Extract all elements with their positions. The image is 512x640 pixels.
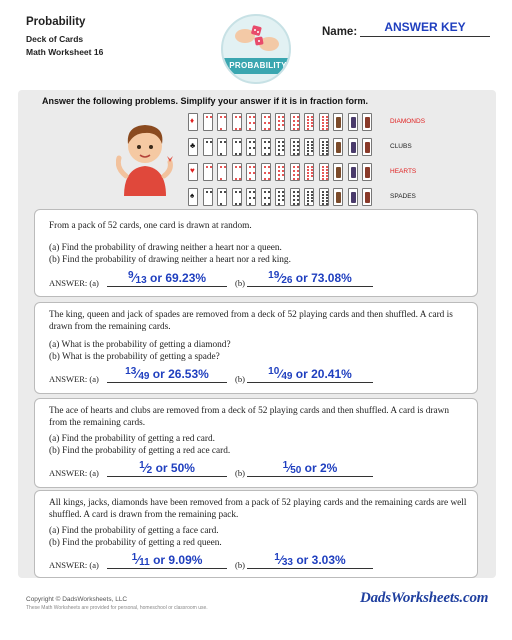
playing-card [275, 163, 285, 181]
playing-card [246, 113, 256, 131]
answer-a-field[interactable]: $^1⁄_{11}$ or 9.09% [107, 552, 227, 569]
playing-card [203, 163, 213, 181]
playing-card [246, 163, 256, 181]
playing-card [348, 113, 358, 131]
answer-b-label: (b) [235, 560, 245, 570]
playing-card [348, 138, 358, 156]
playing-card [333, 163, 343, 181]
playing-card [246, 138, 256, 156]
boy-illustration [116, 118, 174, 196]
playing-card [348, 188, 358, 206]
answer-label: ANSWER: (a) [49, 560, 99, 570]
playing-card [261, 113, 271, 131]
question-box-3 [34, 398, 478, 488]
playing-card [246, 188, 256, 206]
playing-card [290, 188, 300, 206]
playing-card [348, 163, 358, 181]
question-part-a: (a) What is the probability of getting a diamond? [49, 340, 231, 350]
question-part-b: (b) Find the probability of getting a red queen. [49, 538, 222, 548]
suit-label: HEARTS [390, 168, 417, 175]
playing-card [217, 138, 227, 156]
answer-b-field[interactable]: $^1⁄_{33}$ or 3.03% [247, 552, 373, 569]
question-part-a: (a) Find the probability of getting a face card. [49, 526, 219, 536]
question-box-4 [34, 490, 478, 578]
playing-card: ♦ [188, 113, 198, 131]
playing-card [232, 138, 242, 156]
playing-card [232, 113, 242, 131]
playing-card [319, 188, 329, 206]
answer-b-field[interactable]: $^{10}⁄_{49}$ or 20.41% [247, 366, 373, 383]
probability-badge [221, 14, 291, 84]
playing-card [304, 138, 314, 156]
answer-label: ANSWER: (a) [49, 468, 99, 478]
playing-card [232, 163, 242, 181]
answer-a-field[interactable]: $^{13}⁄_{49}$ or 26.53% [107, 366, 227, 383]
playing-card [232, 188, 242, 206]
copyright: Copyright © DadsWorksheets, LLC [26, 596, 128, 603]
answer-b-label: (b) [235, 468, 245, 478]
playing-card [362, 188, 372, 206]
question-text: All kings, jacks, diamonds have been removed from a pack of 52 playing cards and the remaining cards are well shuffled. A card is drawn from the remaining pack. [49, 498, 467, 520]
badge-ribbon: PROBABILITY [221, 58, 291, 74]
playing-card [319, 113, 329, 131]
suit-label: SPADES [390, 193, 416, 200]
playing-card [275, 113, 285, 131]
playing-card [290, 113, 300, 131]
playing-card [319, 138, 329, 156]
question-part-b: (b) Find the probability of drawing neither a heart nor a red king. [49, 255, 291, 265]
playing-card [217, 163, 227, 181]
answer-label: ANSWER: (a) [49, 374, 99, 384]
usage-note: These Math Worksheets are provided for personal, homeschool or classroom use. [26, 605, 208, 611]
question-box-2 [34, 302, 478, 394]
playing-card [275, 138, 285, 156]
worksheet-title: Probability [26, 16, 86, 28]
answer-b-label: (b) [235, 374, 245, 384]
playing-card: ♣ [188, 138, 198, 156]
question-part-a: (a) Find the probability of drawing neither a heart nor a queen. [49, 243, 282, 253]
playing-card [333, 188, 343, 206]
question-box-1 [34, 209, 478, 297]
answer-b-field[interactable]: $^{19}⁄_{26}$ or 73.08% [247, 270, 373, 287]
playing-card [203, 113, 213, 131]
playing-card [304, 163, 314, 181]
playing-card [261, 138, 271, 156]
playing-card [362, 138, 372, 156]
question-part-a: (a) Find the probability of getting a red card. [49, 434, 216, 444]
dadsworksheets-logo[interactable]: DadsWorksheets.com [360, 590, 489, 606]
playing-card [333, 138, 343, 156]
playing-card [261, 163, 271, 181]
name-label: Name: [322, 26, 358, 38]
answer-label: ANSWER: (a) [49, 278, 99, 288]
worksheet-subtitle: Deck of Cards [26, 34, 84, 44]
playing-card [290, 163, 300, 181]
question-text: The ace of hearts and clubs are removed from a deck of 52 playing cards and then shuffled. A card is drawn from the remaining cards. [49, 406, 449, 428]
question-part-b: (b) What is the probability of getting a spade? [49, 352, 220, 362]
playing-card [362, 113, 372, 131]
question-text: The king, queen and jack of spades are removed from a deck of 52 playing cards and then shuffled. A card is drawn from the remaining cards. [49, 310, 453, 332]
playing-card [304, 188, 314, 206]
playing-card [203, 188, 213, 206]
hands-dice-icon [233, 22, 281, 56]
playing-card [319, 163, 329, 181]
playing-card [362, 163, 372, 181]
question-part-b: (b) Find the probability of getting a red ace card. [49, 446, 231, 456]
answer-b-field[interactable]: $^1⁄_{50}$ or 2% [247, 460, 373, 477]
playing-card [217, 113, 227, 131]
answer-a-field[interactable]: $^1⁄_2$ or 50% [107, 460, 227, 477]
suit-label: DIAMONDS [390, 118, 426, 125]
playing-card: ♥ [188, 163, 198, 181]
playing-card [333, 113, 343, 131]
name-field[interactable]: ANSWER KEY [360, 20, 490, 37]
question-text: From a pack of 52 cards, one card is drawn at random. [49, 221, 252, 231]
suit-label: CLUBS [390, 143, 412, 150]
worksheet-number: Math Worksheet 16 [26, 47, 104, 57]
answer-a-field[interactable]: $^9⁄_{13}$ or 69.23% [107, 270, 227, 287]
playing-card [304, 113, 314, 131]
playing-card [275, 188, 285, 206]
playing-card [290, 138, 300, 156]
playing-card [261, 188, 271, 206]
playing-card [203, 138, 213, 156]
playing-card [217, 188, 227, 206]
playing-card: ♠ [188, 188, 198, 206]
instructions: Answer the following problems. Simplify your answer if it is in fraction form. [42, 96, 369, 106]
answer-b-label: (b) [235, 278, 245, 288]
